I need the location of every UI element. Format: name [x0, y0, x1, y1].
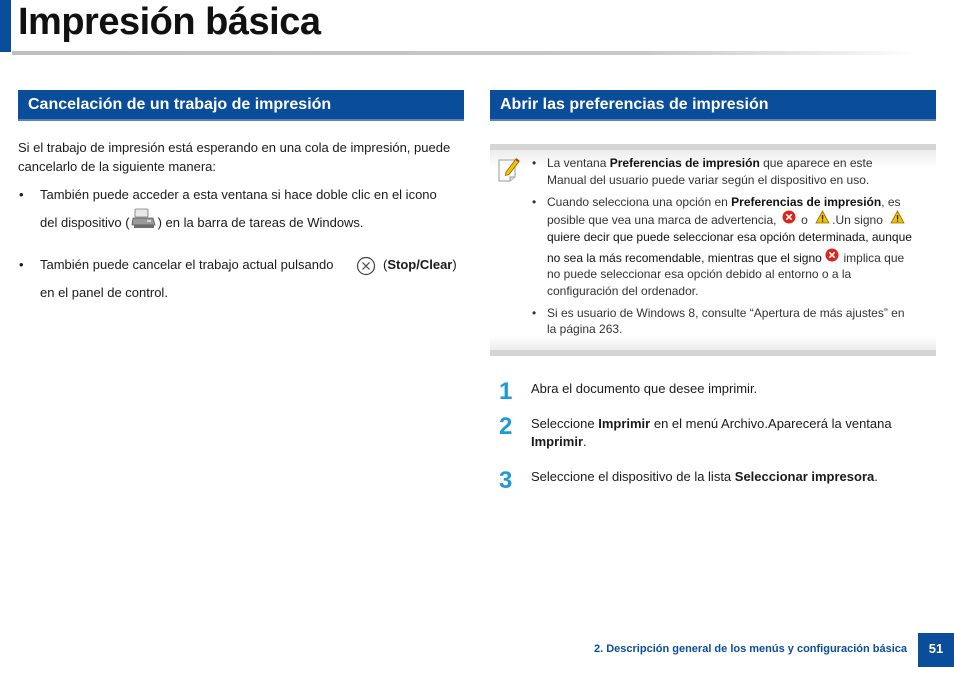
note3-line1: Si es usuario de Windows 8, consulte “Apertura de más ajustes” en — [547, 306, 905, 320]
step-number: 3 — [499, 467, 513, 494]
note2-post: , es — [881, 195, 901, 209]
step-3-pre: Seleccione el dispositivo de la lista — [531, 469, 735, 484]
note2-line6: configuración del ordenador. — [547, 284, 699, 298]
step-2-post: en el menú Archivo.Aparecerá la ventana — [650, 416, 892, 431]
warning-triangle-icon — [890, 210, 905, 229]
step-2-line1 — [531, 415, 892, 433]
bullet: • — [532, 306, 537, 320]
paren-close: ) — [452, 257, 457, 272]
note2-line1 — [547, 194, 901, 211]
footer-chapter-link[interactable]: 2. Descripción general de los menús y configuración básica — [594, 643, 907, 655]
note1-bold: Preferencias de impresión — [609, 156, 760, 170]
note3-line2: la página 263. — [547, 322, 623, 336]
section-heading-cancel: Cancelación de un trabajo de impresión — [18, 90, 464, 121]
item2-line1-text: También puede cancelar el trabajo actual pulsando — [40, 257, 334, 272]
note2-l2-pre: posible que vea una marca de advertencia, — [547, 213, 780, 227]
intro-line-1: Si el trabajo de impresión está esperando en una cola de impresión, puede — [18, 140, 451, 155]
step-2-line2-post: . — [583, 434, 587, 449]
printer-tray-icon — [131, 206, 157, 235]
step-3-text — [531, 468, 878, 486]
note2-l2-o: o — [797, 213, 812, 227]
item1-pre: del dispositivo ( — [40, 214, 130, 230]
page-title: Impresión básica — [18, 1, 321, 43]
title-divider — [12, 51, 917, 55]
note2-pre: Cuando selecciona una opción en — [547, 195, 732, 209]
note2-line4 — [547, 250, 904, 267]
error-x-icon — [782, 210, 796, 229]
stop-clear-label — [383, 255, 457, 274]
section-heading-preferences: Abrir las preferencias de impresión — [490, 90, 936, 121]
intro-line-2: cancelarlo de la siguiente manera: — [18, 159, 217, 174]
note2-bold: Preferencias de impresión — [731, 195, 882, 209]
step-2-line2 — [531, 433, 587, 451]
note1-line2: Manual del usuario puede variar según el dispositivo en uso. — [547, 173, 870, 187]
note-pencil-icon — [496, 155, 522, 188]
bullet: • — [19, 257, 24, 272]
step-2-line2-bold: Imprimir — [531, 434, 584, 449]
step-3-post: . — [874, 469, 878, 484]
note1-post: que aparece en este — [759, 156, 873, 170]
note1-line1 — [547, 155, 873, 172]
bullet: • — [532, 156, 537, 170]
step-2-bold: Imprimir — [598, 416, 651, 431]
error-x-icon — [825, 248, 839, 267]
item1-line2 — [40, 212, 364, 235]
note2-line3: quiere decir que puede seleccionar esa opción determinada, aunque — [547, 230, 912, 244]
bullet: • — [19, 187, 24, 202]
paren-open: ( — [383, 257, 388, 272]
note2-line5: no puede seleccionar esa opción debido al entorno o a la — [547, 267, 852, 281]
note2-line2 — [547, 212, 905, 229]
note2-l2-post: .Un signo — [832, 213, 887, 227]
item1-line1: También puede acceder a esta ventana si hace doble clic en el icono — [40, 187, 437, 202]
step-2-pre: Seleccione — [531, 416, 599, 431]
note1-pre: La ventana — [547, 156, 610, 170]
bullet: • — [532, 195, 537, 209]
step-number: 1 — [499, 378, 513, 405]
page-number: 51 — [918, 633, 954, 667]
step-1-text: Abra el documento que desee imprimir. — [531, 381, 758, 396]
item2-line2: en el panel de control. — [40, 285, 168, 300]
title-accent-bar — [0, 0, 11, 52]
stop-clear-icon — [356, 256, 376, 281]
note2-l4-pre: no sea la más recomendable, mientras que el signo — [547, 251, 826, 265]
note2-l4-post: implica que — [840, 251, 905, 265]
step-number: 2 — [499, 413, 513, 440]
warning-triangle-icon — [815, 210, 830, 229]
step-3-bold: Seleccionar impresora — [734, 469, 875, 484]
stop-clear-bold: Stop/Clear — [387, 257, 453, 272]
item1-post: ) en la barra de tareas de Windows. — [157, 214, 364, 230]
